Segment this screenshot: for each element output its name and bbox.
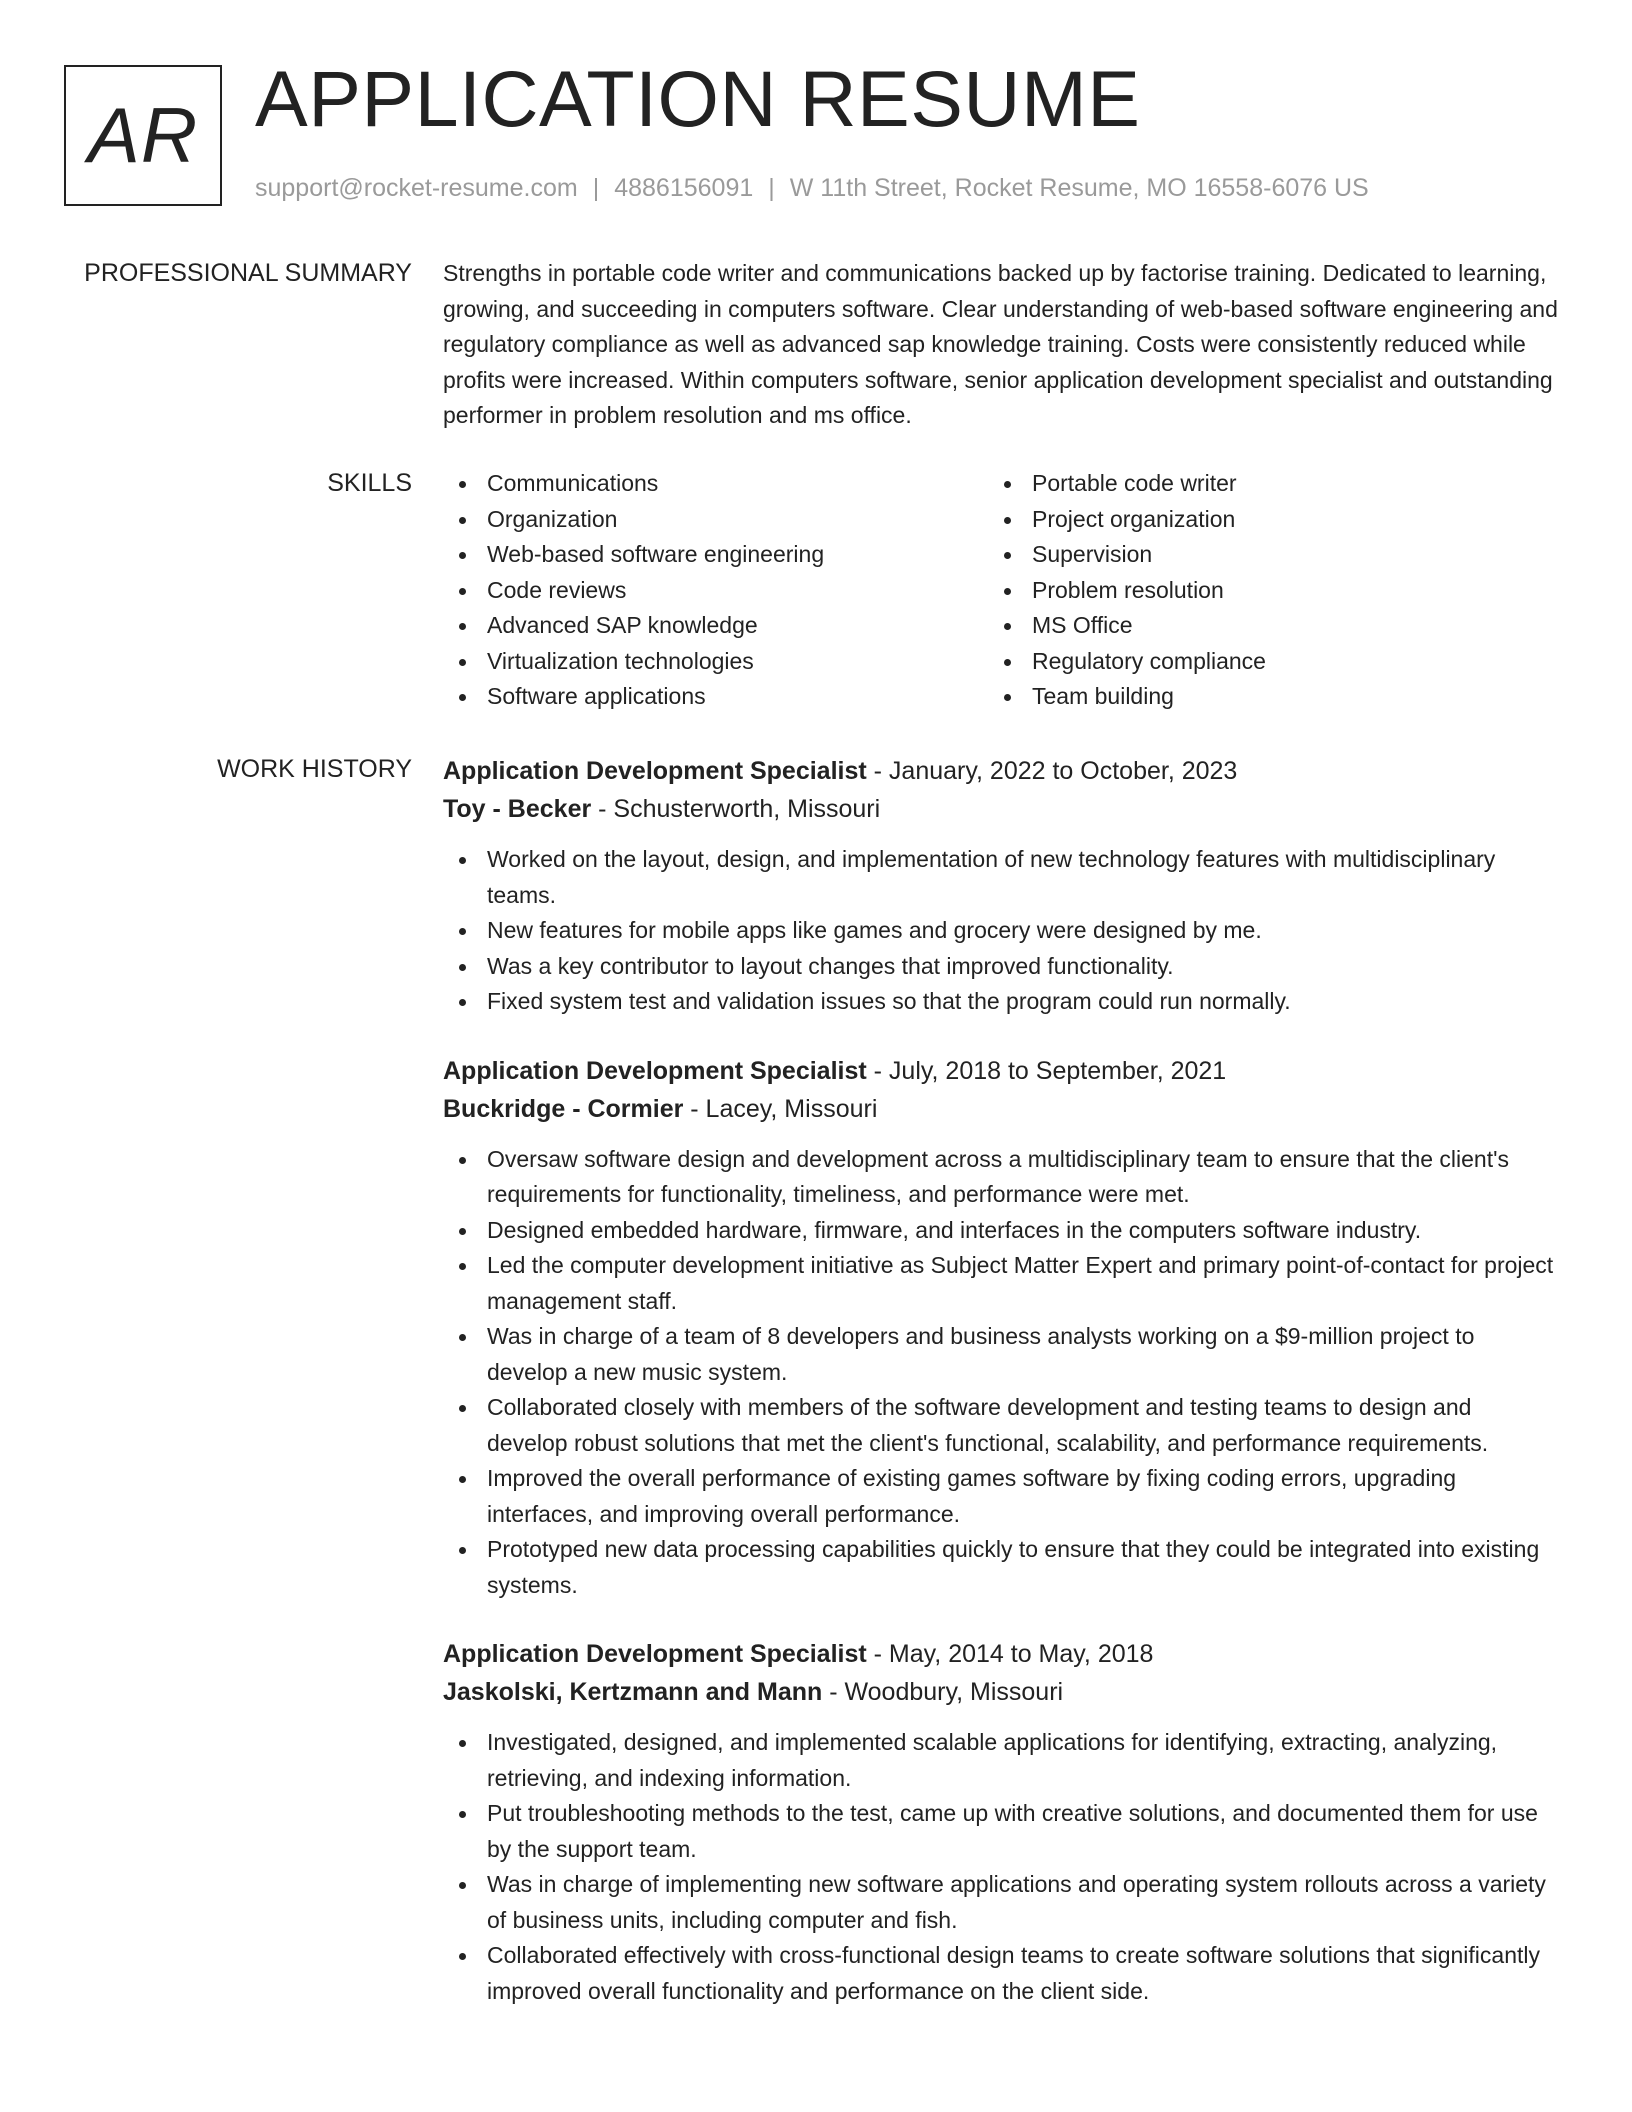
skills-grid [443, 466, 1558, 715]
resume-title: APPLICATION RESUME [255, 54, 1141, 143]
monogram-initials: AR [87, 91, 199, 179]
skill-item: Team building [988, 679, 1266, 715]
job-bullets [443, 1142, 1558, 1604]
job-title: Application Development Specialist [443, 1640, 867, 1668]
job-title-line [443, 752, 1558, 790]
skill-item: Portable code writer [988, 466, 1266, 502]
job-bullet: Designed embedded hardware, firmware, and interfaces in the computers software industry. [443, 1213, 1558, 1249]
contact-line [255, 174, 1369, 203]
job-entry [443, 1052, 1558, 1604]
job-bullet: New features for mobile apps like games and grocery were designed by me. [443, 913, 1558, 949]
job-location: - Schusterworth, Missouri [591, 795, 881, 823]
job-entry [443, 1635, 1558, 2009]
job-dates: - May, 2014 to May, 2018 [866, 1640, 1154, 1668]
job-company: Buckridge - Cormier [443, 1094, 684, 1123]
job-entry [443, 752, 1558, 1020]
job-bullet: Investigated, designed, and implemented scalable applications for identifying, extracting, analyzing, retrieving, and indexing information. [443, 1725, 1558, 1796]
job-bullet: Fixed system test and validation issues so that the program could run normally. [443, 984, 1558, 1020]
job-location: - Lacey, Missouri [683, 1094, 878, 1123]
contact-email: support@rocket-resume.com [255, 174, 578, 202]
summary-heading: PROFESSIONAL SUMMARY [84, 259, 412, 287]
job-bullet: Collaborated effectively with cross-functional design teams to create software solutions that significantly improved overall functionality and performance on the client side. [443, 1938, 1558, 2009]
job-company-line [443, 790, 1558, 828]
skill-item: Virtualization technologies [443, 644, 988, 680]
job-dates: - July, 2018 to September, 2021 [866, 1056, 1227, 1085]
skill-item: Advanced SAP knowledge [443, 608, 988, 644]
skills-body [443, 466, 1558, 715]
skill-item: Code reviews [443, 573, 988, 609]
work-history-heading: WORK HISTORY [217, 755, 412, 783]
work-history-body [443, 752, 1558, 2041]
job-company: Toy - Becker [443, 795, 592, 823]
job-bullet: Improved the overall performance of existing games software by fixing coding errors, upgrading interfaces, and improving overall performance. [443, 1461, 1558, 1532]
job-title-line [443, 1052, 1558, 1090]
skill-item: Supervision [988, 537, 1266, 573]
job-bullet: Oversaw software design and development across a multidisciplinary team to ensure that the client's requirements for functionality, timeliness, and performance were met. [443, 1142, 1558, 1213]
summary-body [443, 256, 1558, 434]
contact-separator: | [592, 174, 600, 202]
job-company-line [443, 1673, 1558, 1711]
skill-item: Web-based software engineering [443, 537, 988, 573]
job-title: Application Development Specialist [443, 757, 867, 785]
contact-phone: 4886156091 [614, 174, 754, 202]
skills-column-right [988, 466, 1266, 715]
monogram-box [64, 65, 222, 206]
job-bullet: Was in charge of implementing new software applications and operating system rollouts across a variety of business units, including computer and fish. [443, 1867, 1558, 1938]
job-bullet: Put troubleshooting methods to the test, came up with creative solutions, and documented them for use by the support team. [443, 1796, 1558, 1867]
job-bullet: Was in charge of a team of 8 developers and business analysts working on a $9-million project to develop a new music system. [443, 1319, 1558, 1390]
contact-separator: | [768, 174, 775, 202]
job-bullet: Collaborated closely with members of the software development and testing teams to design and develop robust solutions that met the client's functional, scalability, and performance requirements. [443, 1390, 1558, 1461]
job-company: Jaskolski, Kertzmann and Mann [443, 1678, 823, 1706]
job-bullets [443, 1725, 1558, 2009]
skill-item: Software applications [443, 679, 988, 715]
job-bullet: Prototyped new data processing capabilities quickly to ensure that they could be integrated into existing systems. [443, 1532, 1558, 1603]
job-title-line [443, 1635, 1558, 1673]
skill-item: Project organization [988, 502, 1266, 538]
job-bullet: Was a key contributor to layout changes that improved functionality. [443, 949, 1558, 985]
skills-column-left [443, 466, 988, 715]
skill-item: Organization [443, 502, 988, 538]
job-bullet: Led the computer development initiative as Subject Matter Expert and primary point-of-contact for project management staff. [443, 1248, 1558, 1319]
contact-address: W 11th Street, Rocket Resume, MO 16558-6076 US [789, 174, 1369, 202]
skill-item: Regulatory compliance [988, 644, 1266, 680]
skill-item: Problem resolution [988, 573, 1266, 609]
skills-heading: SKILLS [327, 469, 412, 497]
summary-text: Strengths in portable code writer and communications backed up by factorise training. Dedicated to learning, growing, and succeeding in computers software. Clear understanding of web-based software engineering and regulatory compliance as well as advanced sap knowledge training. Costs were consistently reduced while profits were increased. Within computers software, senior application development specialist and outstanding performer in problem resolution and ms office. [443, 260, 1558, 428]
job-bullet: Worked on the layout, design, and implementation of new technology features with multidisciplinary teams. [443, 842, 1558, 913]
job-title: Application Development Specialist [443, 1056, 867, 1085]
skill-item: MS Office [988, 608, 1266, 644]
skill-item: Communications [443, 466, 988, 502]
job-bullets [443, 842, 1558, 1020]
job-company-line [443, 1090, 1558, 1128]
job-dates: - January, 2022 to October, 2023 [866, 757, 1238, 785]
job-location: - Woodbury, Missouri [822, 1678, 1064, 1706]
